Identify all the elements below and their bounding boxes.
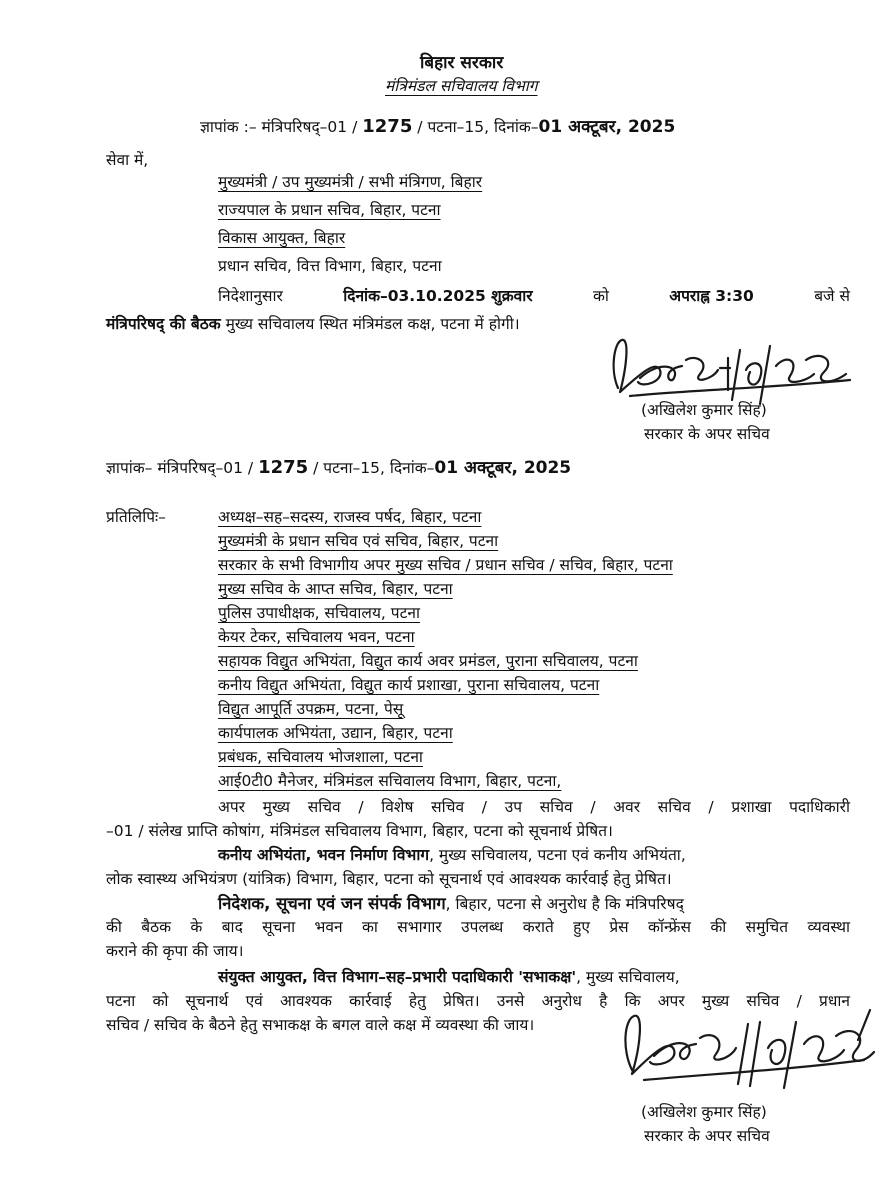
signature-2 xyxy=(608,1000,878,1100)
para-b-line2: लोक स्वास्थ्य अभियंत्रण (यांत्रिक) विभाग, बिहार, पटना को सूचनार्थ एवं आवश्यक कार्रवाई हेतु प्रेषित। xyxy=(106,870,672,888)
memo2-prefix: ज्ञापांक– मंत्रिपरिषद्–01 / xyxy=(106,459,254,477)
copy-item: प्रबंधक, सचिवालय भोजशाला, पटना xyxy=(218,748,423,766)
para-c-rest: , बिहार, पटना से अनुरोध है कि मंत्रिपरिषद् xyxy=(445,895,684,913)
copy-item: आई0टी0 मैनेजर, मंत्रिमंडल सचिवालय विभाग, बिहार, पटना, xyxy=(218,772,562,790)
to-label: सेवा में, xyxy=(106,151,149,169)
memo-number-line-1 xyxy=(200,114,675,137)
para-a-line2: –01 / संलेख प्राप्ति कोषांग, मंत्रिमंडल सचिवालय विभाग, बिहार, पटना को सूचनार्थ प्रेषित। xyxy=(106,822,613,840)
para-c-line3: कराने की कृपा की जाय। xyxy=(106,942,244,960)
body1-line2 xyxy=(106,312,520,334)
copy-item: अध्यक्ष–सह–सदस्य, राजस्व पर्षद, बिहार, पटना xyxy=(218,508,482,526)
signatory2-name: (अखिलेश कुमार सिंह) xyxy=(641,1103,767,1121)
para-d-bold: संयुक्त आयुक्त, वित्त विभाग–सह–प्रभारी पदाधिकारी 'सभाकक्ष' xyxy=(218,968,577,986)
signatory2-title: सरकार के अपर सचिव xyxy=(644,1127,770,1145)
signatory1-name: (अखिलेश कुमार सिंह) xyxy=(641,401,767,419)
recipient-1: मुख्यमंत्री / उप मुख्यमंत्री / सभी मंत्रिगण, बिहार xyxy=(218,173,483,191)
memo-number: 1275 xyxy=(362,116,413,137)
memo-prefix: ज्ञापांक :– मंत्रिपरिषद्–01 / xyxy=(200,118,358,136)
copy-item: पुलिस उपाधीक्षक, सचिवालय, पटना xyxy=(218,604,421,622)
para-b-bold: कनीय अभियंता, भवन निर्माण विभाग xyxy=(218,846,430,864)
body1-line1 xyxy=(218,284,850,306)
meeting-date: दिनांक–03.10.2025 शुक्रवार xyxy=(343,287,533,305)
copy-item: सहायक विद्युत अभियंता, विद्युत कार्य अवर प्रमंडल, पुराना सचिवालय, पटना xyxy=(218,652,638,670)
memo2-mid: / पटना–15, दिनांक– xyxy=(313,459,435,477)
para-c-bold: निदेशक, सूचना एवं जन संपर्क विभाग xyxy=(218,894,446,913)
copy-item: मुख्यमंत्री के प्रधान सचिव एवं सचिव, बिहार, पटना xyxy=(218,532,499,550)
copy-item: मुख्य सचिव के आप्त सचिव, बिहार, पटना xyxy=(218,580,453,598)
copy-label: प्रतिलिपिः– xyxy=(106,508,166,526)
memo2-number: 1275 xyxy=(258,457,309,478)
para-d-line1 xyxy=(218,965,680,987)
dept-heading: मंत्रिमंडल सचिवालय विभाग xyxy=(385,77,538,95)
copy-item: केयर टेकर, सचिवालय भवन, पटना xyxy=(218,628,415,646)
copy-item: सरकार के सभी विभागीय अपर मुख्य सचिव / प्रधान सचिव / सचिव, बिहार, पटना xyxy=(218,556,673,574)
recipient-3: विकास आयुक्त, बिहार xyxy=(218,229,346,247)
recipient-4: प्रधान सचिव, वित्त विभाग, बिहार, पटना xyxy=(218,257,442,275)
para-a-line1: अपर मुख्य सचिव / विशेष सचिव / उप सचिव / अवर सचिव / प्रशाखा पदाधिकारी xyxy=(218,798,850,816)
memo2-date: 01 अक्टूबर, 2025 xyxy=(434,458,572,478)
para-d-rest: , मुख्य सचिवालय, xyxy=(576,968,680,986)
body1-from: बजे से xyxy=(814,287,850,305)
body1-ko: को xyxy=(592,287,609,305)
para-b-line1 xyxy=(218,843,686,865)
copy-item: विद्युत आपूर्ति उपक्रम, पटना, पेसू xyxy=(218,700,404,718)
para-c-line2: की बैठक के बाद सूचना भवन का सभागार उपलब्ध कराते हुए प्रेस कॉन्फ्रेंस की समुचित व्यवस्था xyxy=(106,918,850,936)
signatory1-title: सरकार के अपर सचिव xyxy=(644,425,770,443)
copy-item: कनीय विद्युत अभियंता, विद्युत कार्य प्रशाखा, पुराना सचिवालय, पटना xyxy=(218,676,600,694)
para-c-line1 xyxy=(218,891,684,914)
para-d-line3: सचिव / सचिव के बैठने हेतु सभाकक्ष के बगल वाले कक्ष में व्यवस्था की जाय। xyxy=(106,1016,535,1034)
meeting-name: मंत्रिपरिषद् की बैठक xyxy=(106,315,221,333)
recipient-2: राज्यपाल के प्रधान सचिव, बिहार, पटना xyxy=(218,201,441,219)
meeting-venue: मुख्य सचिवालय स्थित मंत्रिमंडल कक्ष, पटना में होगी। xyxy=(225,315,520,333)
copy-item: कार्यपालक अभियंता, उद्यान, बिहार, पटना xyxy=(218,724,453,742)
para-d-line2: पटना को सूचनार्थ एवं आवश्यक कार्रवाई हेतु प्रेषित। उनसे अनुरोध है कि अपर मुख्य सचिव / प्रधान xyxy=(106,992,850,1010)
memo-mid: / पटना–15, दिनांक– xyxy=(417,118,539,136)
para-b-rest: , मुख्य सचिवालय, पटना एवं कनीय अभियंता, xyxy=(429,846,686,864)
meeting-time: अपराह्न 3:30 xyxy=(669,287,754,305)
memo-date: 01 अक्टूबर, 2025 xyxy=(538,117,676,137)
gov-heading: बिहार सरकार xyxy=(420,53,504,73)
body1-intro: निदेशानुसार xyxy=(218,287,283,305)
memo-number-line-2 xyxy=(106,455,571,478)
